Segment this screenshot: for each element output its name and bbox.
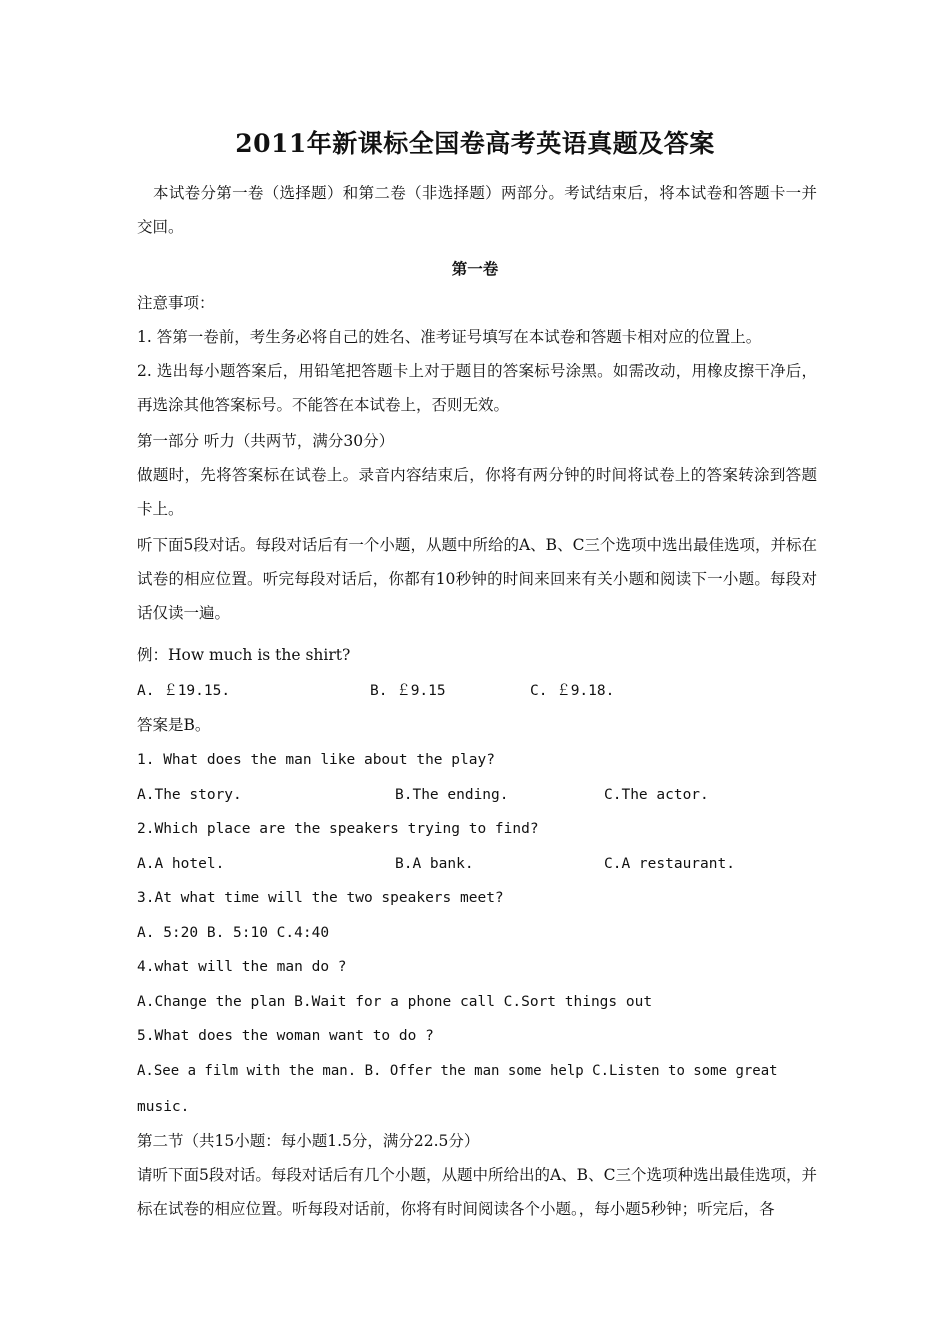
part-one-instructions: 做题时，先将答案标在试卷上。录音内容结束后，你将有两分钟的时间将试卷上的答案转涂到答题卡上。 — [137, 466, 817, 518]
section-one-instructions: 听下面5段对话。每段对话后有一个小题，从题中所给的A、B、C三个选项中选出最佳选项，并标在试卷的相应位置。听完每段对话后，你都有10秒钟的时间来回来有关小题和阅读下一小题。每段对话仅读一遍。 — [137, 536, 817, 622]
question-5: 5.What does the woman want to do ? — [137, 1028, 434, 1044]
example-question — [137, 638, 350, 672]
section-two-instructions: 请听下面5段对话。每段对话后有几个小题，从题中所给出的A、B、C三个选项种选出最佳选项，并标在试卷的相应位置。听每段对话前，你将有时间阅读各个小题。，每小题5秒钟；听完后，各 — [137, 1166, 817, 1218]
question-3-options: A. 5:20 B. 5:10 C.4:40 — [137, 925, 330, 941]
page-title: 2011年新课标全国卷高考英语真题及答案 — [235, 129, 715, 158]
part-one-heading: 第一部分 听力（共两节，满分30分） — [137, 432, 395, 450]
volume-heading: 第一卷 — [451, 259, 499, 278]
question-2-option-a: A.A hotel. — [137, 856, 225, 872]
notice-item-2: 2. 选出每小题答案后，用铅笔把答题卡上对于题目的答案标号涂黑。如需改动，用橡皮擦干净后，再选涂其他答案标号。不能答在本试卷上，否则无效。 — [137, 362, 817, 414]
example-option-c: C. ￡9.18. — [530, 683, 615, 699]
example-option-a: A. ￡19.15. — [137, 683, 231, 699]
question-5-options-continued: music. — [137, 1099, 190, 1115]
notice-heading: 注意事项： — [137, 294, 215, 312]
example-answer: 答案是B。 — [137, 716, 211, 734]
question-1: 1. What does the man like about the play? — [137, 752, 495, 768]
question-2: 2.Which place are the speakers trying to find? — [137, 821, 539, 837]
question-2-option-b: B.A bank. — [395, 856, 474, 872]
example-question-text: 例：How much is the shirt? — [137, 646, 351, 664]
question-2-option-c: C.A restaurant. — [604, 856, 735, 872]
intro-paragraph: 本试卷分第一卷（选择题）和第二卷（非选择题）两部分。考试结束后，将本试卷和答题卡一并交回。 — [137, 184, 817, 236]
question-3: 3.At what time will the two speakers meet? — [137, 890, 504, 906]
question-5-options: A.See a film with the man. B. Offer the man some help C.Listen to some great — [137, 1063, 778, 1079]
question-1-option-a: A.The story. — [137, 787, 242, 803]
notice-item-1: 1. 答第一卷前，考生务必将自己的姓名、准考证号填写在本试卷和答题卡相对应的位置上。 — [137, 328, 762, 346]
question-1-option-c: C.The actor. — [604, 787, 709, 803]
question-4: 4.what will the man do ? — [137, 959, 347, 975]
section-two-heading: 第二节（共15小题：每小题1.5分，满分22.5分） — [137, 1132, 480, 1150]
example-option-b: B. ￡9.15 — [370, 683, 446, 699]
question-4-options: A.Change the plan B.Wait for a phone call C.Sort things out — [137, 994, 653, 1010]
question-1-option-b: B.The ending. — [395, 787, 509, 803]
